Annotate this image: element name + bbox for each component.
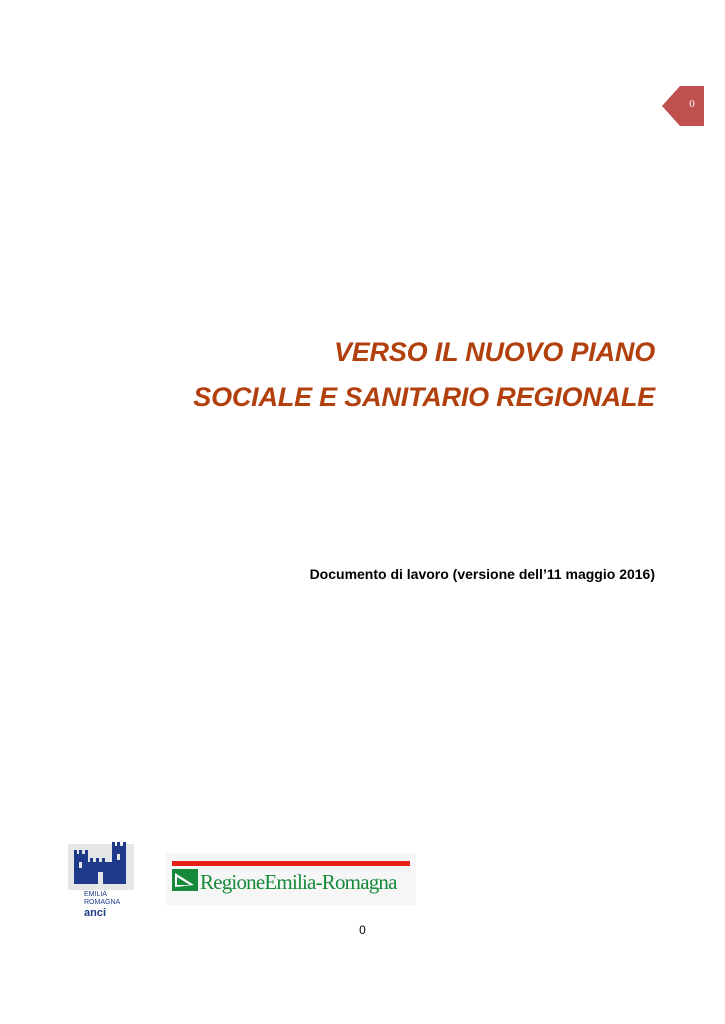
anci-logo-text: [84, 891, 120, 919]
page-number-tab: [662, 86, 704, 126]
anci-line-2: ROMAGNA: [84, 899, 121, 906]
anci-line-1: EMILIA: [84, 891, 107, 898]
regione-emilia-romagna-logo: [166, 853, 416, 905]
castle-towers-icon: [68, 838, 134, 890]
logo-red-bar: [172, 861, 410, 866]
regione-name-text: RegioneEmilia-Romagna: [200, 870, 397, 894]
title-line-2: SOCIALE E SANITARIO REGIONALE: [193, 382, 655, 412]
document-title: [55, 330, 655, 420]
anci-line-3: anci: [84, 907, 107, 919]
title-line-1: VERSO IL NUOVO PIANO: [333, 337, 655, 367]
document-subtitle: Documento di lavoro (versione dell’11 maggio 2016): [309, 566, 655, 582]
corner-page-number: 0: [689, 98, 695, 110]
footer-page-number: 0: [359, 923, 366, 937]
anci-emilia-romagna-logo: [68, 838, 134, 922]
region-flag-icon: [172, 869, 198, 891]
